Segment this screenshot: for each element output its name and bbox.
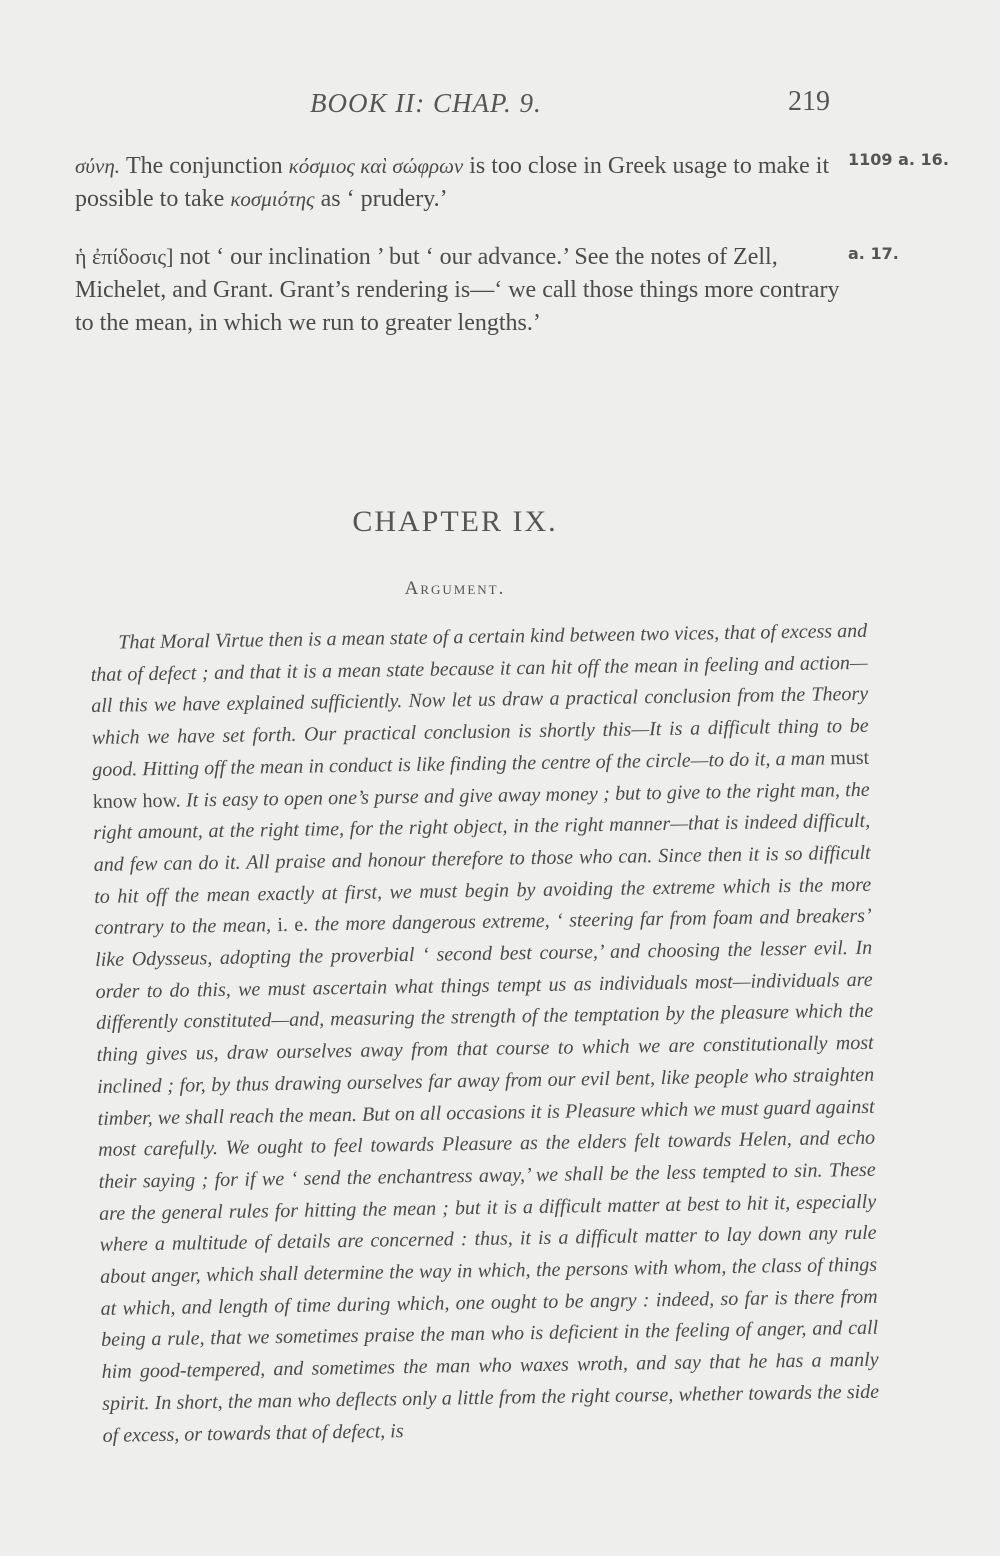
note-2: [75, 240, 845, 340]
argument-heading: Argument.: [404, 578, 506, 599]
note-1-text-2: is too close in Greek usage to make it possible to take: [75, 153, 830, 212]
note-1-text-1: The conjunction: [119, 153, 289, 179]
argument-upright-1: must know how.: [92, 746, 870, 813]
running-head: BOOK II: CHAP. 9.: [310, 88, 542, 118]
page-number: 219: [788, 86, 830, 117]
margin-ref-2: a. 17.: [848, 244, 899, 263]
note-2-text-1: not ‘ our inclination ’ but ‘ our advance.’ See the notes of Zell, Michelet, and Grant. Grant’s rendering is—‘ we call those things more contrary to the mean, in which we run to greater lengths.’: [75, 244, 840, 336]
note-1-greek-2: κοσμιότης: [230, 187, 315, 211]
chapter-title: CHAPTER IX.: [352, 505, 558, 538]
argument-text-3: the more dangerous extreme, ‘ steering far from foam and breakers’ like Odysseus, adopting the proverbial ‘ second best course,’ and choosing the lesser evil. In order to do this, we must ascertain what things tempt us as individuals most—individuals are differently constituted—and, measuring the strength of the temptation by the pleasure which the thing gives us, draw ourselves away from that course to which we are constitutionally most inclined ; for, by thus drawing ourselves far away from our evil bent, like people who straighten timber, we shall reach the mean. But on all occasions it is Pleasure which we must guard against most carefully. We ought to feel towards Pleasure as the elders felt towards Helen, and echo their saying ; for if we ‘ send the enchantress away,’ we shall be the less tempted to sin. These are the general rules for hitting the mean ; but it is a difficult matter at best to hit it, especially where a multitude of details are concerned : thus, it is a difficult matter to lay down any rule about anger, which shall determine the way in which, the persons with whom, the class of things at which, and length of time during which, one ought to be angry : indeed, so far is there from being a rule, that we sometimes praise the man who is deficient in the feeling of anger, and call him good-tempered, and sometimes the man who waxes wroth, and say that he has a manly spirit. In short, the man who deflects only a little from the right course, whether towards the side of excess, or towards that of defect, is: [95, 905, 880, 1447]
note-1-greek-1: κόσμιος καὶ σώφρων: [288, 154, 464, 178]
argument-text-2: It is easy to open one’s purse and give away money ; but to give to the right man, the right amount, at the right time, for the right object, in the right manner—that is indeed difficult, and few can do it. All praise and honour therefore to those who can. Since then it is so difficult to hit off the mean exactly at first, we must begin by avoiding the extreme which is the more contrary to the mean,: [93, 778, 872, 940]
note-1-greek-lead: σύνη.: [75, 154, 120, 178]
argument-text-1: That Moral Virtue then is a mean state of a certain kind between two vices, that of excess and that of defect ; and that it is a mean state because it can hit off the mean in feeling and action—all this we have explained sufficiently. Now let us draw a practical conclusion from the Theory which we have set forth. Our practical conclusion is shortly this—It is a difficult thing to be good. Hitting off the mean in conduct is like finding the centre of the circle—to do it, a man: [90, 619, 869, 781]
note-1-text-3: as ‘ prudery.’: [314, 186, 448, 212]
argument-upright-2: i. e.: [270, 913, 315, 937]
margin-ref-1: 1109 a. 16.: [848, 150, 949, 169]
note-1: [75, 150, 845, 216]
argument-paragraph: [90, 616, 880, 1452]
note-2-greek-lead: ἡ ἐπίδοσις]: [75, 244, 174, 269]
